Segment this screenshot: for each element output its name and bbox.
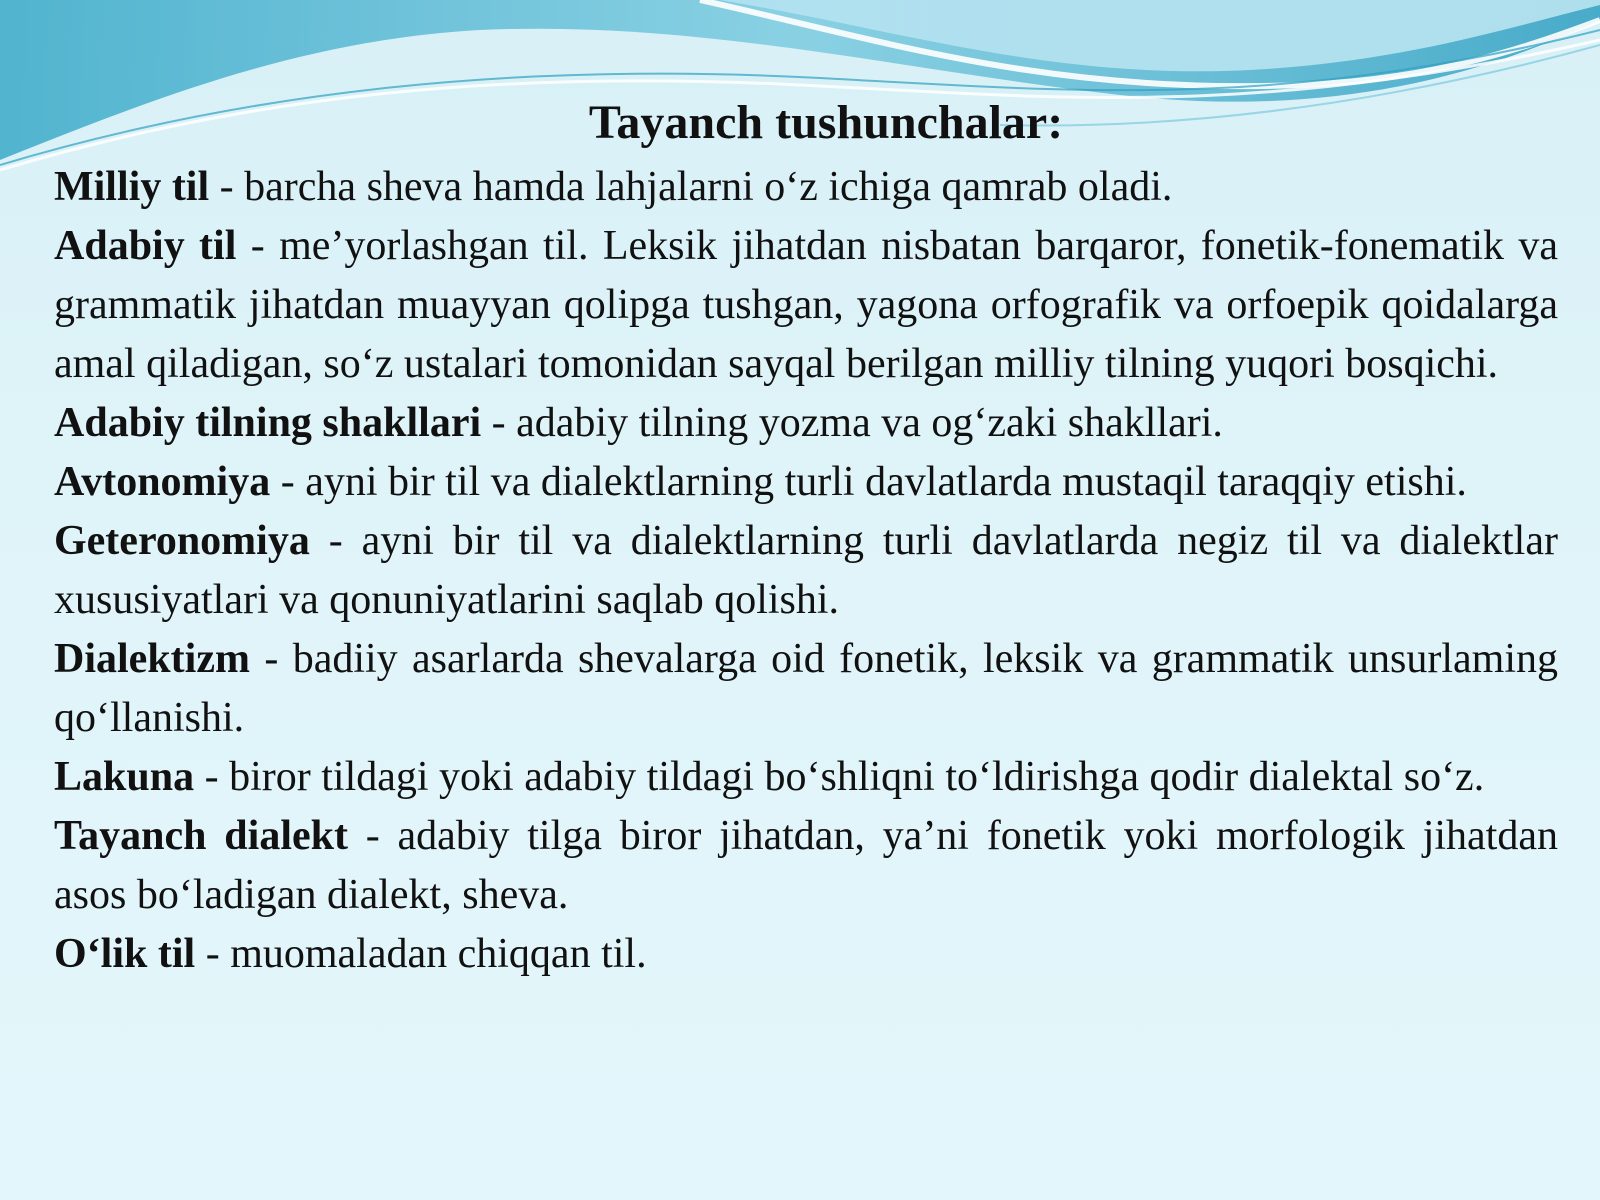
term-name: Milliy til (54, 164, 210, 210)
term-name: Tayanch dialekt (54, 813, 348, 859)
term-tayanch-dialekt (54, 807, 1558, 925)
term-separator: - (209, 164, 245, 210)
term-name: Geteronomiya (54, 518, 310, 564)
term-definition: muomaladan chiqqan til. (230, 931, 647, 977)
term-separator: - (309, 518, 362, 564)
term-milliy-til (54, 158, 1558, 217)
term-name: Dialektizm (54, 636, 250, 682)
term-name: Avtonomiya (54, 459, 271, 505)
term-definition: adabiy tilga biror jihatdan, ya’ni fonetik yoki morfologik jihatdan asos bo‘ladigan dialekt, sheva. (54, 813, 1558, 918)
term-name: Lakuna (54, 754, 195, 800)
term-definition: ayni bir til va dialektlarning turli davlatlarda mustaqil taraqqiy etishi. (305, 459, 1467, 505)
term-geteronomiya (54, 512, 1558, 630)
term-separator: - (249, 636, 293, 682)
term-separator: - (195, 931, 231, 977)
term-definition: badiiy asarlarda shevalarga oid fonetik, leksik va grammatik unsurlaming qo‘llanishi. (54, 636, 1558, 741)
term-separator: - (270, 459, 306, 505)
term-separator: - (481, 400, 517, 446)
term-definition: adabiy tilning yozma va og‘zaki shakllari. (516, 400, 1223, 446)
term-dialektizm (54, 630, 1558, 748)
terms-list (54, 158, 1558, 984)
slide-content (54, 88, 1558, 984)
term-definition: barcha sheva hamda lahjalarni o‘z ichiga qamrab oladi. (244, 164, 1173, 210)
term-adabiy-til (54, 217, 1558, 394)
term-separator: - (236, 223, 280, 269)
term-separator: - (347, 813, 398, 859)
term-definition: ayni bir til va dialektlarning turli davlatlarda negiz til va dialektlar xususiyatlari va qonuniyatlarini saqlab qolishi. (54, 518, 1558, 623)
term-name: O‘lik til (54, 931, 196, 977)
term-avtonomiya (54, 453, 1558, 512)
term-lakuna (54, 748, 1558, 807)
term-definition: me’yorlashgan til. Leksik jihatdan nisbatan barqaror, fonetik-fonematik va grammatik jihatdan muayyan qolipga tushgan, yagona orfografik va orfoepik qoidalarga amal qiladigan, so‘z ustalari tomonidan sayqal berilgan milliy tilning yuqori bosqichi. (54, 223, 1558, 387)
term-name: Adabiy tilning shakllari (54, 400, 482, 446)
term-definition: biror tildagi yoki adabiy tildagi bo‘shliqni to‘ldirishga qodir dialektal so‘z. (229, 754, 1485, 800)
term-adabiy-tilning-shakllari (54, 394, 1558, 453)
term-separator: - (194, 754, 230, 800)
term-olik-til (54, 925, 1558, 984)
slide-title: Tayanch tushunchalar: (588, 96, 1064, 149)
term-name: Adabiy til (54, 223, 237, 269)
